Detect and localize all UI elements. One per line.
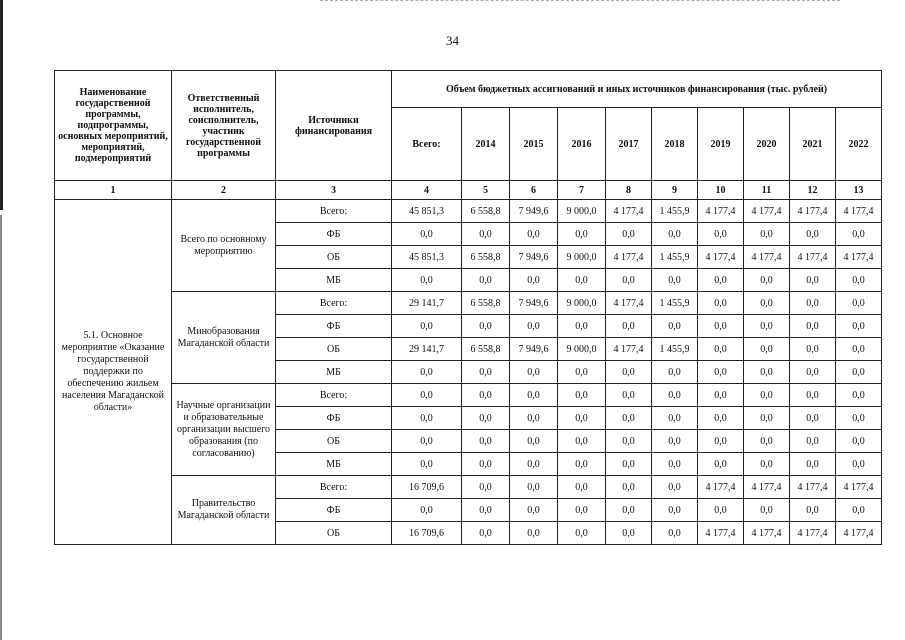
funding-source-cell: ФБ [276,315,392,338]
value-cell: 0,0 [606,269,652,292]
value-cell: 0,0 [558,269,606,292]
value-cell: 0,0 [744,269,790,292]
value-cell: 4 177,4 [744,246,790,269]
value-cell: 0,0 [558,315,606,338]
value-cell: 0,0 [558,223,606,246]
header-year: 2017 [606,108,652,181]
value-cell: 0,0 [744,453,790,476]
value-cell: 0,0 [606,430,652,453]
value-cell: 4 177,4 [606,246,652,269]
funding-source-cell: Всего: [276,476,392,499]
value-cell: 0,0 [606,361,652,384]
value-cell: 0,0 [510,453,558,476]
header-year: 2016 [558,108,606,181]
table-row [55,476,882,499]
value-cell: 0,0 [698,430,744,453]
value-cell: 0,0 [790,499,836,522]
value-cell: 0,0 [558,499,606,522]
value-cell: 0,0 [392,361,462,384]
value-cell: 0,0 [510,223,558,246]
value-cell: 4 177,4 [836,246,882,269]
table-row [55,292,882,315]
value-cell: 7 949,6 [510,200,558,223]
value-cell: 0,0 [462,453,510,476]
value-cell: 0,0 [392,384,462,407]
measure-name-cell: 5.1. Основное мероприятие «Оказание государственной поддержки по обеспечению жильем населения Магаданской области» [55,200,172,545]
value-cell: 0,0 [790,407,836,430]
value-cell: 0,0 [558,522,606,545]
value-cell: 0,0 [836,315,882,338]
column-number: 10 [698,181,744,200]
table-row [55,384,882,407]
value-cell: 0,0 [744,499,790,522]
column-number-row [55,181,882,200]
value-cell: 7 949,6 [510,292,558,315]
column-number: 6 [510,181,558,200]
value-cell: 0,0 [462,522,510,545]
value-cell: 0,0 [790,315,836,338]
value-cell: 0,0 [790,269,836,292]
value-cell: 0,0 [652,315,698,338]
value-cell: 0,0 [462,407,510,430]
value-cell: 45 851,3 [392,246,462,269]
value-cell: 0,0 [836,407,882,430]
value-cell: 0,0 [652,476,698,499]
value-cell: 0,0 [558,361,606,384]
column-number: 9 [652,181,698,200]
funding-source-cell: ОБ [276,338,392,361]
page-number: 34 [446,33,459,48]
value-cell: 4 177,4 [606,338,652,361]
value-cell: 0,0 [744,223,790,246]
column-number: 5 [462,181,510,200]
value-cell: 0,0 [652,430,698,453]
value-cell: 0,0 [558,476,606,499]
value-cell: 4 177,4 [836,200,882,223]
value-cell: 0,0 [652,361,698,384]
column-number: 12 [790,181,836,200]
table-row [55,200,882,223]
column-number: 8 [606,181,652,200]
header-program-name: Наименование государственной программы, подпрограммы, основных мероприятий, мероприятий, подмероприятий [55,71,172,181]
value-cell: 7 949,6 [510,338,558,361]
value-cell: 0,0 [558,430,606,453]
funding-source-cell: ФБ [276,223,392,246]
budget-table [54,70,882,545]
value-cell: 0,0 [510,384,558,407]
value-cell: 4 177,4 [698,476,744,499]
value-cell: 0,0 [790,453,836,476]
funding-source-cell: ФБ [276,407,392,430]
value-cell: 0,0 [558,407,606,430]
value-cell: 0,0 [836,453,882,476]
value-cell: 0,0 [558,384,606,407]
value-cell: 0,0 [836,499,882,522]
value-cell: 0,0 [462,361,510,384]
value-cell: 0,0 [652,407,698,430]
header-row-1 [55,71,882,108]
executor-cell: Минобразования Магаданской области [172,292,276,384]
value-cell: 0,0 [510,430,558,453]
value-cell: 4 177,4 [790,522,836,545]
value-cell: 0,0 [790,338,836,361]
value-cell: 0,0 [462,499,510,522]
scan-top-edge [320,0,840,2]
value-cell: 0,0 [392,269,462,292]
value-cell: 0,0 [606,223,652,246]
value-cell: 0,0 [790,384,836,407]
value-cell: 0,0 [744,384,790,407]
value-cell: 0,0 [462,269,510,292]
value-cell: 0,0 [510,315,558,338]
column-number: 7 [558,181,606,200]
value-cell: 0,0 [462,384,510,407]
executor-cell: Всего по основному мероприятию [172,200,276,292]
value-cell: 4 177,4 [790,476,836,499]
value-cell: 0,0 [652,499,698,522]
funding-source-cell: МБ [276,453,392,476]
value-cell: 1 455,9 [652,246,698,269]
value-cell: 0,0 [836,384,882,407]
column-number: 3 [276,181,392,200]
value-cell: 0,0 [698,499,744,522]
value-cell: 0,0 [510,499,558,522]
header-year: 2015 [510,108,558,181]
value-cell: 0,0 [392,499,462,522]
value-cell: 0,0 [606,522,652,545]
value-cell: 0,0 [606,315,652,338]
value-cell: 0,0 [790,361,836,384]
value-cell: 0,0 [836,223,882,246]
value-cell: 0,0 [392,453,462,476]
column-number: 1 [55,181,172,200]
value-cell: 4 177,4 [836,476,882,499]
value-cell: 9 000,0 [558,246,606,269]
value-cell: 4 177,4 [790,200,836,223]
header-year-total: Всего: [392,108,462,181]
value-cell: 6 558,8 [462,200,510,223]
value-cell: 0,0 [652,522,698,545]
value-cell: 0,0 [510,407,558,430]
value-cell: 0,0 [392,315,462,338]
value-cell: 0,0 [606,476,652,499]
value-cell: 0,0 [462,223,510,246]
value-cell: 6 558,8 [462,338,510,361]
value-cell: 0,0 [462,430,510,453]
value-cell: 0,0 [652,223,698,246]
value-cell: 1 455,9 [652,292,698,315]
value-cell: 0,0 [510,269,558,292]
value-cell: 0,0 [510,476,558,499]
value-cell: 0,0 [462,476,510,499]
value-cell: 29 141,7 [392,292,462,315]
header-year: 2021 [790,108,836,181]
value-cell: 6 558,8 [462,246,510,269]
value-cell: 0,0 [652,453,698,476]
value-cell: 4 177,4 [606,292,652,315]
value-cell: 0,0 [606,384,652,407]
value-cell: 4 177,4 [836,522,882,545]
value-cell: 4 177,4 [698,246,744,269]
value-cell: 0,0 [698,338,744,361]
funding-source-cell: МБ [276,269,392,292]
executor-cell: Научные организации и образовательные организации высшего образования (по согласованию) [172,384,276,476]
scan-binding-edge-lower [0,215,2,640]
value-cell: 4 177,4 [606,200,652,223]
value-cell: 0,0 [606,499,652,522]
value-cell: 16 709,6 [392,476,462,499]
value-cell: 0,0 [606,407,652,430]
header-year: 2018 [652,108,698,181]
value-cell: 0,0 [510,361,558,384]
funding-source-cell: ОБ [276,246,392,269]
value-cell: 0,0 [462,315,510,338]
value-cell: 0,0 [698,384,744,407]
funding-source-cell: МБ [276,361,392,384]
funding-source-cell: ОБ [276,522,392,545]
value-cell: 0,0 [652,269,698,292]
value-cell: 29 141,7 [392,338,462,361]
value-cell: 1 455,9 [652,200,698,223]
value-cell: 0,0 [698,269,744,292]
header-funding-source: Источники финансирования [276,71,392,181]
funding-source-cell: Всего: [276,200,392,223]
value-cell: 0,0 [698,361,744,384]
executor-cell: Правительство Магаданской области [172,476,276,545]
value-cell: 0,0 [744,430,790,453]
value-cell: 1 455,9 [652,338,698,361]
value-cell: 4 177,4 [744,476,790,499]
value-cell: 9 000,0 [558,338,606,361]
header-year: 2014 [462,108,510,181]
value-cell: 0,0 [558,453,606,476]
value-cell: 0,0 [698,223,744,246]
funding-source-cell: ФБ [276,499,392,522]
value-cell: 0,0 [836,338,882,361]
value-cell: 4 177,4 [790,246,836,269]
value-cell: 0,0 [790,292,836,315]
value-cell: 0,0 [510,522,558,545]
funding-source-cell: Всего: [276,292,392,315]
value-cell: 16 709,6 [392,522,462,545]
value-cell: 6 558,8 [462,292,510,315]
header-year: 2022 [836,108,882,181]
value-cell: 0,0 [392,430,462,453]
column-number: 11 [744,181,790,200]
value-cell: 0,0 [744,361,790,384]
scan-binding-edge [0,0,3,210]
value-cell: 45 851,3 [392,200,462,223]
header-year: 2019 [698,108,744,181]
value-cell: 7 949,6 [510,246,558,269]
header-budget-span: Объем бюджетных ассигнований и иных источников финансирования (тыс. рублей) [392,71,882,108]
value-cell: 0,0 [744,407,790,430]
value-cell: 0,0 [652,384,698,407]
value-cell: 0,0 [698,407,744,430]
funding-source-cell: ОБ [276,430,392,453]
value-cell: 0,0 [836,292,882,315]
value-cell: 0,0 [790,223,836,246]
value-cell: 0,0 [744,338,790,361]
column-number: 13 [836,181,882,200]
column-number: 4 [392,181,462,200]
value-cell: 9 000,0 [558,292,606,315]
value-cell: 0,0 [744,292,790,315]
header-executor: Ответственный исполнитель, соисполнитель, участник государственной программы [172,71,276,181]
value-cell: 4 177,4 [744,522,790,545]
funding-source-cell: Всего: [276,384,392,407]
value-cell: 0,0 [392,407,462,430]
value-cell: 0,0 [836,269,882,292]
value-cell: 0,0 [392,223,462,246]
value-cell: 4 177,4 [698,200,744,223]
value-cell: 4 177,4 [698,522,744,545]
column-number: 2 [172,181,276,200]
value-cell: 0,0 [744,315,790,338]
header-year: 2020 [744,108,790,181]
value-cell: 0,0 [836,361,882,384]
value-cell: 0,0 [698,453,744,476]
value-cell: 0,0 [698,292,744,315]
value-cell: 9 000,0 [558,200,606,223]
value-cell: 0,0 [790,430,836,453]
value-cell: 0,0 [836,430,882,453]
value-cell: 4 177,4 [744,200,790,223]
value-cell: 0,0 [698,315,744,338]
value-cell: 0,0 [606,453,652,476]
